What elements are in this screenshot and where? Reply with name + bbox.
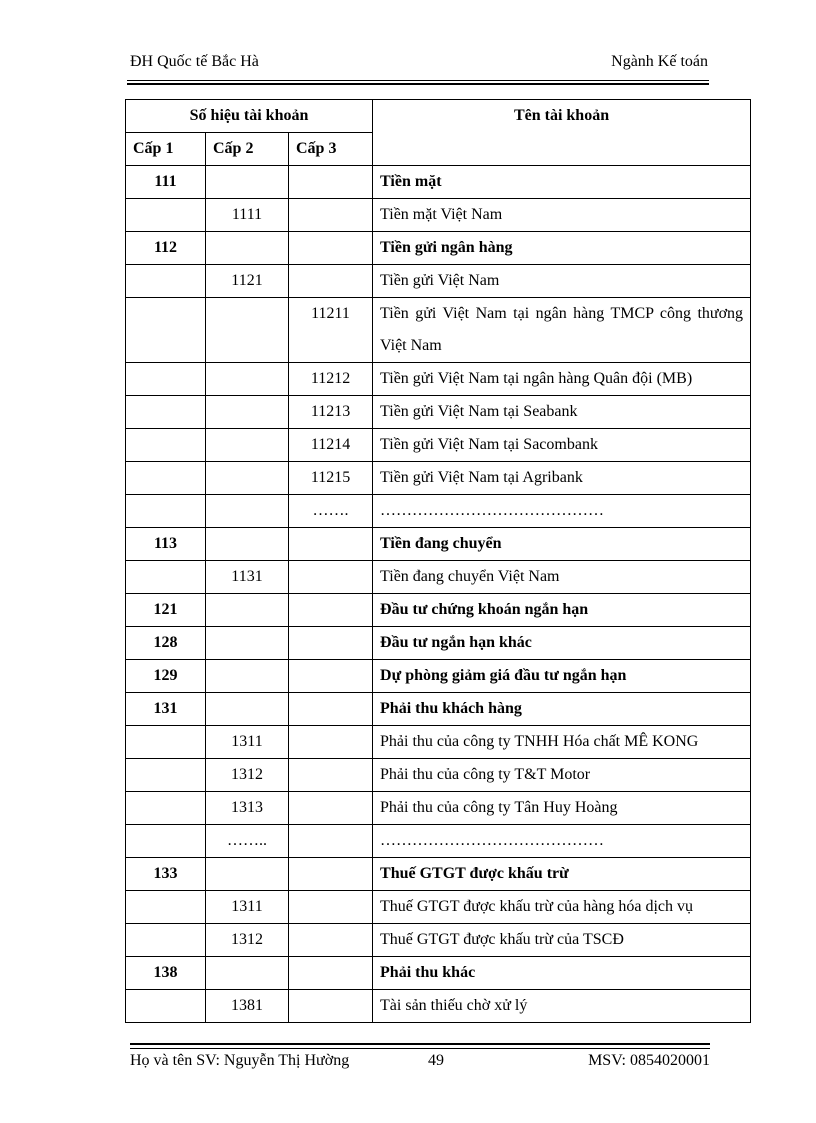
level-2-cell (206, 232, 289, 265)
level-1-cell (126, 462, 206, 495)
level-1-cell: 121 (126, 594, 206, 627)
level-3-cell (289, 825, 373, 858)
level-1-cell (126, 265, 206, 298)
table-row (126, 298, 751, 363)
level-2-cell: …….. (206, 825, 289, 858)
level-2-cell (206, 298, 289, 363)
table-row (126, 891, 751, 924)
level-3-cell (289, 792, 373, 825)
page-footer (130, 1052, 710, 1074)
level-3-cell (289, 166, 373, 199)
account-name-cell: Dự phòng giảm giá đầu tư ngắn hạn (373, 660, 751, 693)
level-2-cell (206, 495, 289, 528)
level-3-cell (289, 199, 373, 232)
level-3-cell (289, 232, 373, 265)
page-number: 49 (428, 1052, 444, 1069)
header-rule-thick (127, 83, 709, 85)
account-name-cell: …………………………………… (373, 825, 751, 858)
table-row (126, 363, 751, 396)
level-2-cell (206, 627, 289, 660)
account-name-cell: Tiền gửi Việt Nam tại Seabank (373, 396, 751, 429)
account-name-cell: Tiền gửi ngân hàng (373, 232, 751, 265)
footer-student-name: Họ và tên SV: Nguyễn Thị Hường (130, 1052, 350, 1069)
table-row (126, 792, 751, 825)
level-2-cell (206, 528, 289, 561)
level-3-cell (289, 759, 373, 792)
account-name-cell: Tiền đang chuyển Việt Nam (373, 561, 751, 594)
table-row (126, 825, 751, 858)
level-3-cell (289, 924, 373, 957)
level-1-cell (126, 924, 206, 957)
level-3-cell (289, 561, 373, 594)
level-2-cell (206, 594, 289, 627)
table-row (126, 759, 751, 792)
level-2-cell: 1311 (206, 726, 289, 759)
table-row (126, 396, 751, 429)
table-row (126, 561, 751, 594)
level-1-cell: 112 (126, 232, 206, 265)
account-name-cell: Tiền đang chuyển (373, 528, 751, 561)
level-1-cell (126, 429, 206, 462)
level-3-cell (289, 858, 373, 891)
table-row (126, 495, 751, 528)
account-table-body (126, 166, 751, 1023)
level-2-header: Cấp 2 (206, 133, 289, 166)
page-header (130, 53, 708, 75)
level-3-cell (289, 990, 373, 1023)
table-row (126, 957, 751, 990)
level-1-cell: 129 (126, 660, 206, 693)
account-name-cell: Tiền gửi Việt Nam tại ngân hàng Quân đội (MB) (373, 363, 751, 396)
account-name-cell: …………………………………… (373, 495, 751, 528)
level-1-cell (126, 726, 206, 759)
level-1-cell: 111 (126, 166, 206, 199)
header-major: Ngành Kế toán (611, 53, 708, 70)
footer-student-id: MSV: 0854020001 (588, 1052, 710, 1069)
table-row (126, 232, 751, 265)
footer-rule-thin (130, 1048, 710, 1049)
level-2-cell: 1312 (206, 924, 289, 957)
level-2-cell (206, 858, 289, 891)
table-row (126, 265, 751, 298)
level-2-cell (206, 693, 289, 726)
level-2-cell: 1311 (206, 891, 289, 924)
level-3-cell (289, 957, 373, 990)
account-name-cell: Đầu tư ngắn hạn khác (373, 627, 751, 660)
level-2-cell: 1131 (206, 561, 289, 594)
table-row (126, 462, 751, 495)
table-row (126, 726, 751, 759)
level-3-header: Cấp 3 (289, 133, 373, 166)
account-name-cell: Phải thu của công ty T&T Motor (373, 759, 751, 792)
table-row (126, 528, 751, 561)
table-row (126, 627, 751, 660)
level-2-cell (206, 957, 289, 990)
level-3-cell (289, 265, 373, 298)
level-3-cell (289, 726, 373, 759)
table-row (126, 858, 751, 891)
level-1-cell (126, 759, 206, 792)
level-2-cell (206, 462, 289, 495)
level-3-cell (289, 528, 373, 561)
level-2-cell: 1111 (206, 199, 289, 232)
level-3-cell (289, 594, 373, 627)
level-1-header: Cấp 1 (126, 133, 206, 166)
account-number-header: Số hiệu tài khoản (126, 100, 373, 133)
level-2-cell (206, 396, 289, 429)
footer-rule-thick (130, 1043, 710, 1045)
level-1-cell (126, 199, 206, 232)
level-1-cell (126, 990, 206, 1023)
level-3-cell: 11215 (289, 462, 373, 495)
level-1-cell: 113 (126, 528, 206, 561)
level-2-cell (206, 660, 289, 693)
header-school: ĐH Quốc tế Bắc Hà (130, 53, 259, 70)
table-row (126, 594, 751, 627)
level-1-cell: 138 (126, 957, 206, 990)
account-name-cell: Tiền gửi Việt Nam (373, 265, 751, 298)
level-1-cell (126, 561, 206, 594)
level-1-cell (126, 792, 206, 825)
level-2-cell (206, 363, 289, 396)
level-1-cell (126, 363, 206, 396)
account-name-cell: Tiền gửi Việt Nam tại Sacombank (373, 429, 751, 462)
level-1-cell: 131 (126, 693, 206, 726)
level-2-cell: 1313 (206, 792, 289, 825)
level-3-cell: 11212 (289, 363, 373, 396)
account-name-cell: Thuế GTGT được khấu trừ của hàng hóa dịch vụ (373, 891, 751, 924)
table-row (126, 990, 751, 1023)
account-name-cell: Phải thu của công ty Tân Huy Hoàng (373, 792, 751, 825)
level-2-cell: 1312 (206, 759, 289, 792)
table-header-row (126, 100, 751, 133)
account-name-cell: Phải thu khách hàng (373, 693, 751, 726)
level-3-cell: 11211 (289, 298, 373, 363)
level-1-cell (126, 495, 206, 528)
level-1-cell (126, 298, 206, 363)
account-name-cell: Tiền mặt (373, 166, 751, 199)
level-1-cell: 128 (126, 627, 206, 660)
level-2-cell (206, 166, 289, 199)
account-table (125, 99, 751, 1023)
level-1-cell (126, 891, 206, 924)
account-name-cell: Đầu tư chứng khoán ngắn hạn (373, 594, 751, 627)
level-2-cell: 1121 (206, 265, 289, 298)
account-name-cell: Phải thu của công ty TNHH Hóa chất MÊ KONG (373, 726, 751, 759)
level-3-cell: ……. (289, 495, 373, 528)
level-3-cell: 11213 (289, 396, 373, 429)
level-3-cell (289, 627, 373, 660)
account-name-cell: Phải thu khác (373, 957, 751, 990)
level-2-cell (206, 429, 289, 462)
level-1-cell (126, 396, 206, 429)
level-3-cell (289, 660, 373, 693)
level-3-cell: 11214 (289, 429, 373, 462)
table-row (126, 924, 751, 957)
table-row (126, 199, 751, 232)
level-2-cell: 1381 (206, 990, 289, 1023)
table-row (126, 429, 751, 462)
table-row (126, 166, 751, 199)
account-name-cell: Thuế GTGT được khấu trừ (373, 858, 751, 891)
table-row (126, 693, 751, 726)
header-rule-thin (127, 80, 709, 81)
level-1-cell: 133 (126, 858, 206, 891)
account-name-header: Tên tài khoản (373, 100, 751, 166)
account-name-cell: Tiền gửi Việt Nam tại ngân hàng TMCP công thương Việt Nam (373, 298, 751, 363)
level-3-cell (289, 693, 373, 726)
account-name-cell: Tài sản thiếu chờ xử lý (373, 990, 751, 1023)
account-name-cell: Tiền gửi Việt Nam tại Agribank (373, 462, 751, 495)
account-name-cell: Tiền mặt Việt Nam (373, 199, 751, 232)
account-name-cell: Thuế GTGT được khấu trừ của TSCĐ (373, 924, 751, 957)
table-row (126, 660, 751, 693)
level-1-cell (126, 825, 206, 858)
level-3-cell (289, 891, 373, 924)
